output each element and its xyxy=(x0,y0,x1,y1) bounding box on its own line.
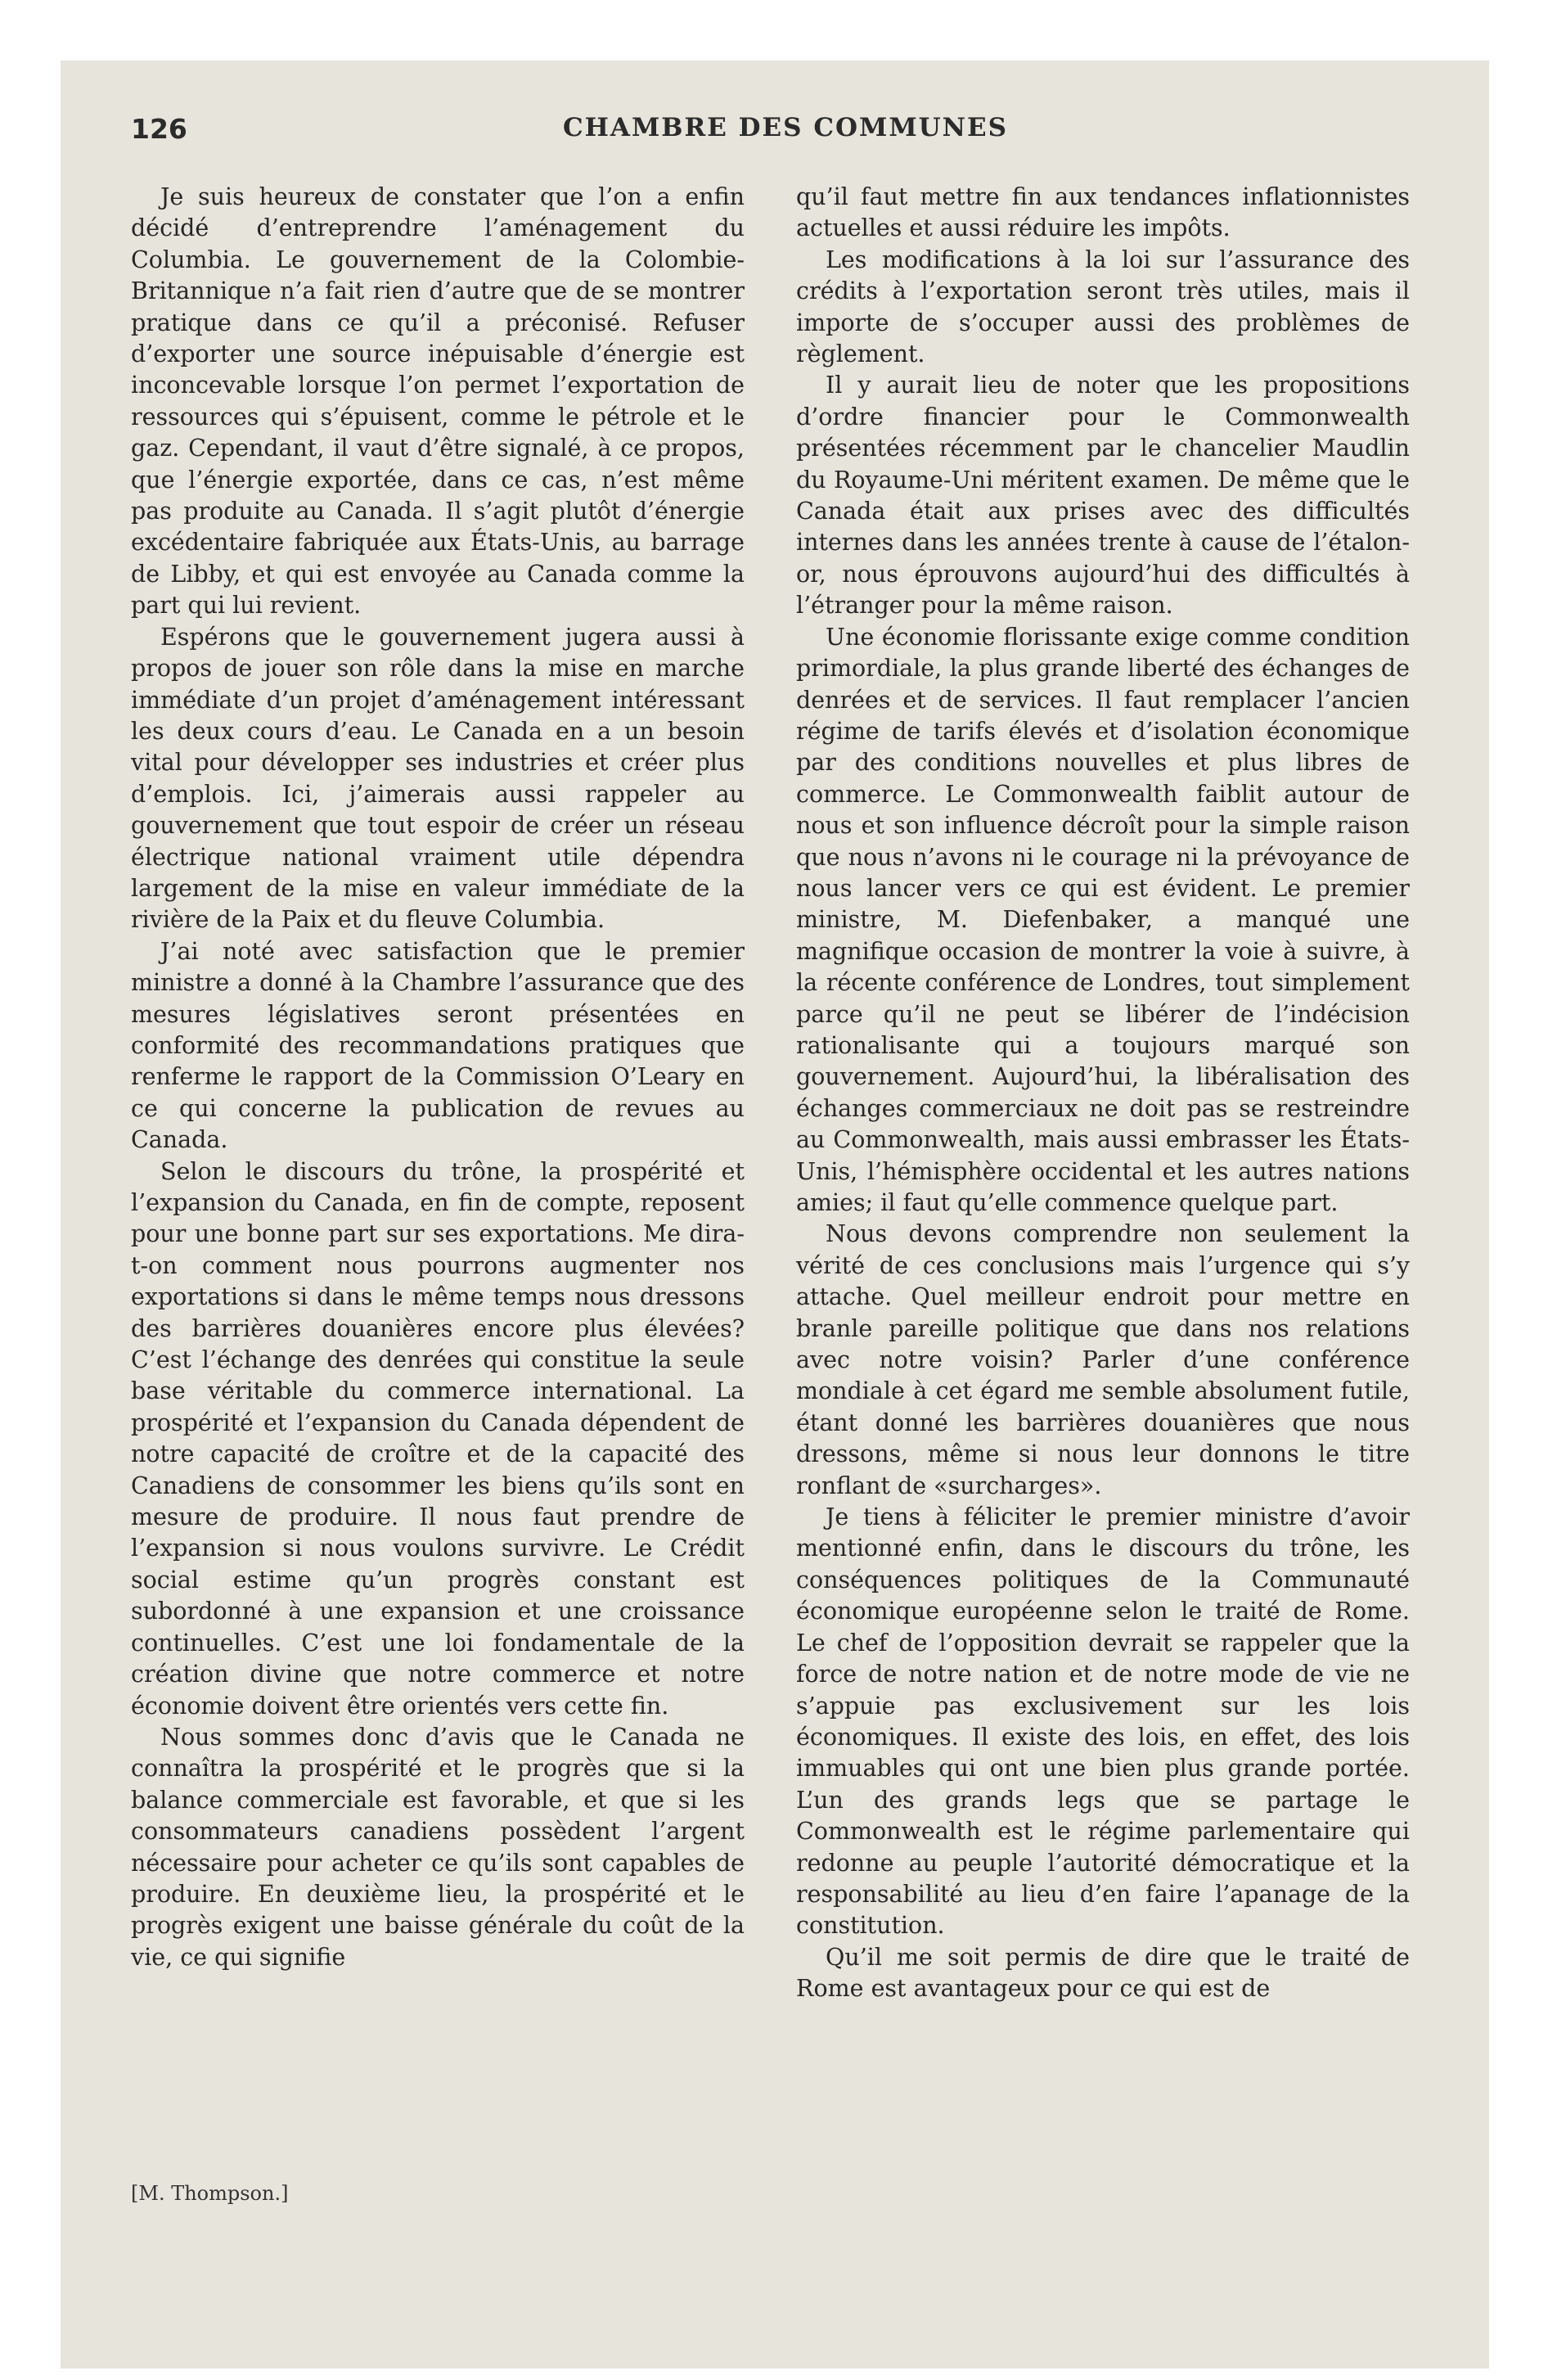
page-number: 126 xyxy=(131,113,187,145)
paragraph: Espérons que le gouvernement jugera aussi à propos de jouer son rôle dans la mise en marche immédiate d’un projet d’aménagement intéressant les deux cours d’eau. Le Canada en a un besoin vital pour développer ses industries et créer plus d’emplois. Ici, j’aimerais aussi rappeler au gouvernement que tout espoir de créer un réseau électrique national vraiment utile dépendra largement de la mise en valeur immédiate de la rivière de la Paix et du fleuve Columbia. xyxy=(131,623,745,934)
page-header xyxy=(131,113,1440,152)
speaker-attribution: [M. Thompson.] xyxy=(131,2182,289,2205)
paragraph: Nous devons comprendre non seulement la vérité de ces conclusions mais l’urgence qui s’y attache. Quel meilleur endroit pour mettre en branle pareille politique que dans nos relations avec notre voisin? Parler d’une conférence mondiale à cet égard me semble absolument futile, étant donné les barrières douanières que nous dressons, même si nous leur donnons le titre ronflant de «surcharges». xyxy=(796,1220,1410,1499)
left-column xyxy=(131,182,745,1973)
paragraph: Je suis heureux de constater que l’on a enfin décidé d’entreprendre l’aménagement du Columbia. Le gouvernement de la Colombie-Britannique n’a fait rien d’autre que de se montrer pratique dans ce qu’il a préconisé. Refuser d’exporter une source inépuisable d’énergie est inconcevable lorsque l’on permet l’exportation de ressources qui s’épuisent, comme le pétrole et le gaz. Cependant, il vaut d’être signalé, à ce propos, que l’énergie exportée, dans ce cas, n’est même pas produite au Canada. Il s’agit plutôt d’énergie excédentaire fabriquée aux États-Unis, au barrage de Libby, et qui est envoyée au Canada comme la part qui lui revient. xyxy=(131,183,745,620)
paragraph: Une économie florissante exige comme condition primordiale, la plus grande liberté des échanges de denrées et de services. Il faut remplacer l’ancien régime de tarifs élevés et d’isolation économique par des conditions nouvelles et plus libres de commerce. Le Commonwealth faiblit autour de nous et son influence décroît pour la simple raison que nous n’avons ni le courage ni la prévoyance de nous lancer vers ce qui est évident. Le premier ministre, M. Diefenbaker, a manqué une magnifique occasion de montrer la voie à suivre, à la récente conférence de Londres, tout simplement parce qu’il ne peut se libérer de l’indécision rationalisante qui a toujours marqué son gouvernement. Aujourd’hui, la libéralisation des échanges commerciaux ne doit pas se restreindre au Commonwealth, mais aussi embrasser les États-Unis, l’hémisphère occidental et les autres nations amies; il faut qu’elle commence quelque part. xyxy=(796,623,1410,1216)
right-column xyxy=(796,182,1410,2005)
paragraph: Nous sommes donc d’avis que le Canada ne connaîtra la prospérité et le progrès que si la balance commerciale est favorable, et que si les consommateurs canadiens possèdent l’argent nécessaire pour acheter ce qu’ils sont capables de produire. En deuxième lieu, la prospérité et le progrès exigent une baisse générale du coût de la vie, ce qui signifie xyxy=(131,1723,745,1971)
paragraph: Je tiens à féliciter le premier ministre d’avoir mentionné enfin, dans le discours du trône, les conséquences politiques de la Communauté économique européenne selon le traité de Rome. Le chef de l’opposition devrait se rappeler que la force de notre nation et de notre mode de vie ne s’appuie pas exclusivement sur les lois économiques. Il existe des lois, en effet, des lois immuables qui ont une bien plus grande portée. L’un des grands legs que se partage le Commonwealth est le régime parlementaire qui redonne au peuple l’autorité démocratique et la responsabilité au lieu d’en faire l’apanage de la constitution. xyxy=(796,1503,1410,1940)
paragraph: qu’il faut mettre fin aux tendances inflationnistes actuelles et aussi réduire les impôts. xyxy=(796,183,1410,242)
paragraph: Il y aurait lieu de noter que les propositions d’ordre financier pour le Commonwealth présentées récemment par le chancelier Maudlin du Royaume-Uni méritent examen. De même que le Canada était aux prises avec des difficultés internes dans les années trente à cause de l’étalon-or, nous éprouvons aujourd’hui des difficultés à l’étranger pour la même raison. xyxy=(796,372,1410,620)
running-title: CHAMBRE DES COMMUNES xyxy=(562,113,1009,142)
paragraph: J’ai noté avec satisfaction que le premier ministre a donné à la Chambre l’assurance que des mesures législatives seront présentées en conformité des recommandations pratiques que renferme le rapport de la Commission O’Leary en ce qui concerne la publication de revues au Canada. xyxy=(131,937,745,1154)
paragraph: Qu’il me soit permis de dire que le traité de Rome est avantageux pour ce qui est de xyxy=(796,1943,1410,2003)
paragraph: Selon le discours du trône, la prospérité et l’expansion du Canada, en fin de compte, reposent pour une bonne part sur ses exportations. Me dira-t-on comment nous pourrons augmenter nos exportations si dans le même temps nous dressons des barrières douanières encore plus élevées? C’est l’échange des denrées qui constitue la seule base véritable du commerce international. La prospérité et l’expansion du Canada dépendent de notre capacité de croître et de la capacité des Canadiens de consommer les biens qu’ils sont en mesure de produire. Il nous faut prendre de l’expansion si nous voulons survivre. Le Crédit social estime qu’un progrès constant est subordonné à une expansion et une croissance continuelles. C’est une loi fondamentale de la création divine que notre commerce et notre économie doivent être orientés vers cette fin. xyxy=(131,1157,745,1720)
paragraph: Les modifications à la loi sur l’assurance des crédits à l’exportation seront très utiles, mais il importe de s’occuper aussi des problèmes de règlement. xyxy=(796,246,1410,368)
